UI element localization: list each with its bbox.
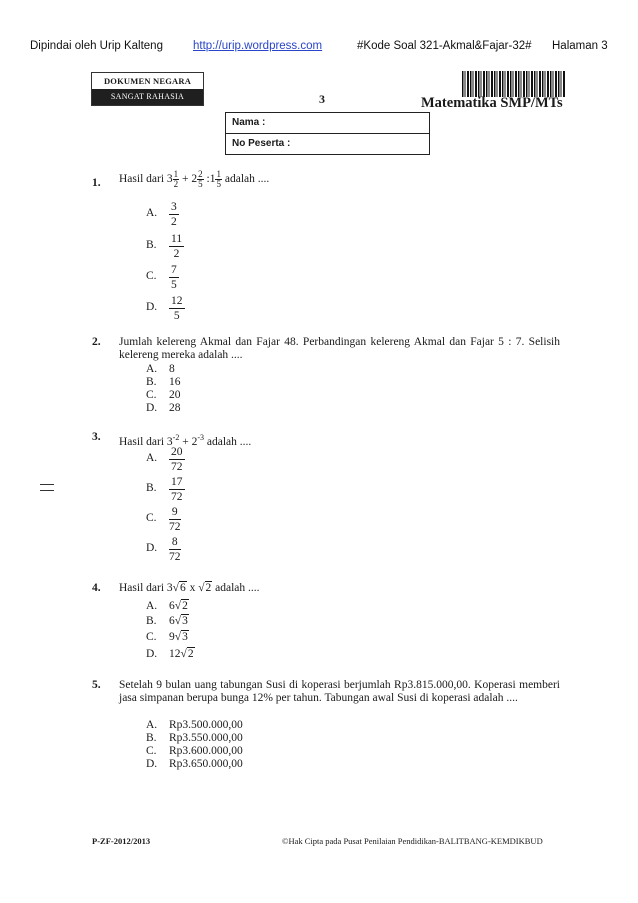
q1-option-d-value: $\frac{12}{5}$ [171,295,183,322]
q3-option-c-value: $\frac{9}{72}$ [169,506,181,533]
q5-option-a-label: A. [146,719,158,731]
q1-option-a-label: A. [146,207,158,219]
q1-text: Hasil dari 3 $\frac{1}{2}$ + 2 $\frac{2}{5}$ :1 $\frac{1}{5}$ adalah .... [119,169,270,189]
subject-title: Matematika SMP/MTs [421,95,563,111]
q2-text: Jumlah kelereng Akmal dan Fajar 48. Perbandingan kelereng Akmal dan Fajar 5 : 7. Selisih kelereng mereka adalah .... [119,336,560,361]
q1-number: 1. [92,177,101,189]
q3-option-b-value: $\frac{17}{72}$ [171,476,183,503]
q2-number: 2. [92,336,101,348]
q5-option-d-label: D. [146,758,158,770]
q3-option-c-label: C. [146,512,157,524]
copyright-notice: ©Hak Cipta pada Pusat Penilaian Pendidikan-BALITBANG-KEMDIKBUD [282,836,543,846]
stamp-bottom: SANGAT RAHASIA [92,89,203,105]
q4-option-b-value: 6√3 [169,615,188,627]
q4-option-c-label: C. [146,631,157,643]
q1-option-a-value: $\frac{3}{2}$ [171,201,177,228]
scan-margin-mark [40,484,54,491]
q1-option-c-value: $\frac{7}{5}$ [171,264,177,291]
classification-stamp [91,72,204,106]
q3-text: Hasil dari $3^{-2} + 2^{-3}$ adalah .... [119,433,252,448]
q2-option-b-value: 16 [169,376,181,388]
q4-option-d-value: 12√2 [169,648,194,660]
q4-number: 4. [92,582,101,594]
q4-option-c-value: 9√3 [169,631,188,643]
q5-text: Setelah 9 bulan uang tabungan Susi di koperasi berjumlah Rp3.815.000,00. Koperasi memberi jasa simpanan berupa bunga 12% per tahun. Tabungan awal Susi di koperasi adalah .... [119,679,560,704]
q4-option-b-label: B. [146,615,157,627]
scanner-credit: Dipindai oleh Urip Kalteng [30,40,163,52]
name-field-label: Nama : [232,117,266,128]
q5-option-c-value: Rp3.600.000,00 [169,745,243,757]
q3-option-d-value: $\frac{8}{72}$ [169,536,181,563]
q5-number: 5. [92,679,101,691]
q3-option-b-label: B. [146,482,157,494]
q2-option-d-value: 28 [169,402,181,414]
question-code: #Kode Soal 321-Akmal&Fajar-32# [357,40,532,52]
q1-option-b-label: B. [146,239,157,251]
q5-option-d-value: Rp3.650.000,00 [169,758,243,770]
stamp-top: DOKUMEN NEGARA [103,76,192,86]
participant-number-label: No Peserta : [226,133,429,154]
page-indicator: Halaman 3 [552,40,608,52]
q4-option-a-value: 6√2 [169,600,188,612]
q3-option-d-label: D. [146,542,158,554]
document-code: P-ZF-2012/2013 [92,836,151,846]
q5-option-a-value: Rp3.500.000,00 [169,719,243,731]
q1-option-b-value: $\frac{11}{2}$ [171,233,183,260]
page-number: 3 [319,92,325,106]
q2-option-c-value: 20 [169,389,181,401]
q2-option-d-label: D. [146,402,158,414]
q3-option-a-value: $\frac{20}{72}$ [171,446,183,473]
q4-option-d-label: D. [146,648,158,660]
source-link[interactable]: http://urip.wordpress.com [193,40,323,52]
q3-option-a-label: A. [146,452,158,464]
q2-option-a-label: A. [146,363,158,375]
q5-option-b-value: Rp3.550.000,00 [169,732,243,744]
q1-option-c-label: C. [146,270,157,282]
q1-option-d-label: D. [146,301,158,313]
barcode-image [462,71,566,97]
q2-option-a-value: 8 [169,363,175,375]
q5-option-c-label: C. [146,745,157,757]
q2-option-b-label: B. [146,376,157,388]
q4-option-a-label: A. [146,600,158,612]
identity-box [225,112,430,155]
q5-option-b-label: B. [146,732,157,744]
q2-option-c-label: C. [146,389,157,401]
q4-text: Hasil dari 3√6 x √2 adalah .... [119,582,260,594]
q3-number: 3. [92,431,101,443]
